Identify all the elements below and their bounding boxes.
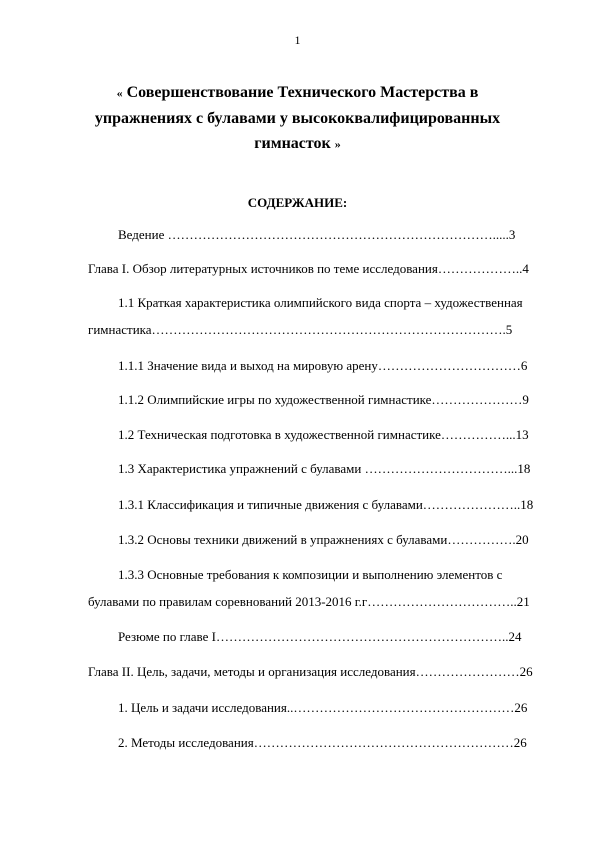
title-close-quote: » <box>334 137 341 151</box>
toc-entry-chapter-1: Глава I. Обзор литературных источников по теме исследования………………..4 <box>88 261 529 276</box>
title-line-3-text: гимнасток <box>254 135 331 152</box>
toc-entry-1-3-3-line-2: булавами по правилам соревнований 2013-2016 г.г……………………………..21 <box>88 594 530 609</box>
toc-entry-introduction: Ведение ………………………………………………………………….....3 <box>118 227 516 242</box>
page-number: 1 <box>294 33 301 47</box>
toc-entry-2-2: 2. Методы исследования……………………………………………………26 <box>118 735 527 750</box>
toc-entry-1-1-line-1: 1.1 Краткая характеристика олимпийского вида спорта – художественная <box>118 295 523 310</box>
toc-entry-1-3-2: 1.3.2 Основы техники движений в упражнениях с булавами…………….20 <box>118 532 529 547</box>
toc-entry-chapter-2: Глава II. Цель, задачи, методы и организация исследования……………………26 <box>88 664 533 679</box>
toc-entry-1-3-1: 1.3.1 Классификация и типичные движения с булавами…………………..18 <box>118 497 534 512</box>
toc-entry-chapter-1-summary: Резюме по главе I…………………………………………………………..24 <box>118 629 522 644</box>
toc-entry-1-1-line-2: гимнастика……………………………………………………………………….5 <box>88 322 513 337</box>
toc-entry-1-2: 1.2 Техническая подготовка в художественной гимнастике……………...13 <box>118 427 529 442</box>
document-title <box>60 80 535 157</box>
toc-entry-1-3-3-line-1: 1.3.3 Основные требования к композиции и выполнению элементов с <box>118 567 503 582</box>
toc-entry-1-1-1: 1.1.1 Значение вида и выход на мировую арену……………………………6 <box>118 358 528 373</box>
title-line-3 <box>60 131 535 157</box>
title-line-1-text: Совершенствование Технического Мастерства в <box>126 84 479 101</box>
title-line-1 <box>60 80 535 106</box>
title-open-quote: « <box>116 86 123 100</box>
contents-heading: СОДЕРЖАНИЕ: <box>247 195 348 210</box>
toc-entry-1-3: 1.3 Характеристика упражнений с булавами ……………………………...18 <box>118 461 531 476</box>
title-line-2: упражнениях с булавами у высококвалифицированных <box>94 110 501 127</box>
toc-entry-2-1: 1. Цель и задачи исследования..……………………………………………26 <box>118 700 528 715</box>
toc-entry-1-1-2: 1.1.2 Олимпийские игры по художественной гимнастике…………………9 <box>118 392 529 407</box>
